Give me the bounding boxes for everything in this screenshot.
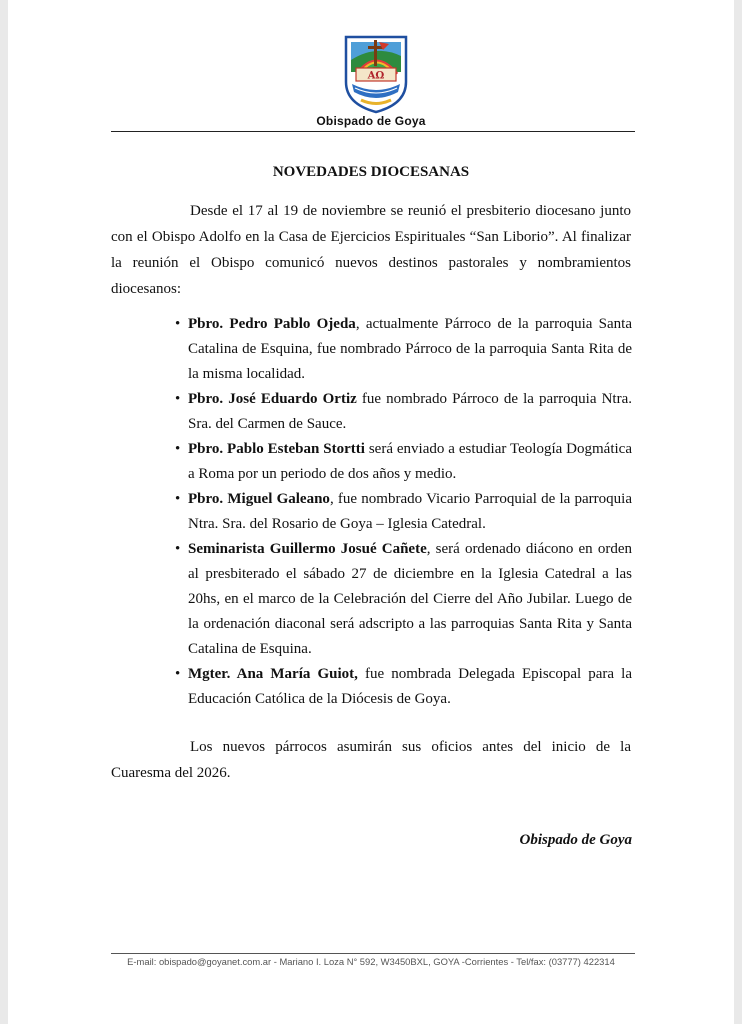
footer-contact: E-mail: obispado@goyanet.com.ar - Mariano I. Loza N° 592, W3450BXL, GOYA -Corrientes - Tel/fax: (03777) 422314 bbox=[127, 956, 615, 967]
bullet-icon: • bbox=[175, 316, 181, 332]
item-person-name: Seminarista Guillermo Josué Cañete bbox=[188, 541, 427, 557]
item-person-name: Pbro. Pablo Esteban Stortti bbox=[188, 441, 365, 457]
item-text: , será ordenado diácono en orden al presbiterado el sábado 27 de diciembre en la Iglesia Catedral a las 20hs, en el marco de la Celebración del Cierre del Año Jubilar. Luego de la ordenación diaconal será adscripto a las parroquias Santa Rita y Santa Catalina de Esquina. bbox=[188, 541, 632, 657]
header-divider bbox=[111, 131, 635, 132]
list-item bbox=[175, 437, 632, 487]
org-name: Obispado de Goya bbox=[316, 114, 426, 128]
intro-paragraph: Desde el 17 al 19 de noviembre se reunió el presbiterio diocesano junto con el Obispo Adolfo en la Casa de Ejercicios Espirituales “San Liborio”. Al finalizar la reunión el Obispo comunicó nuevos destinos pastorales y nombramientos diocesanos: bbox=[111, 203, 631, 297]
list-item bbox=[175, 387, 632, 437]
item-person-name: Pbro. Miguel Galeano bbox=[188, 491, 330, 507]
bullet-icon: • bbox=[175, 491, 181, 507]
bullet-icon: • bbox=[175, 391, 181, 407]
document-page bbox=[8, 0, 734, 1024]
item-person-name: Mgter. Ana María Guiot, bbox=[188, 666, 358, 682]
bullet-icon: • bbox=[175, 666, 181, 682]
item-text: fue nombrado Párroco de la parroquia Ntra. Sra. del Carmen de Sauce. bbox=[188, 391, 632, 432]
bullet-icon: • bbox=[175, 541, 181, 557]
item-person-name: Pbro. José Eduardo Ortiz bbox=[188, 391, 357, 407]
diocese-coat-of-arms-logo bbox=[343, 34, 409, 114]
svg-text:AΩ: AΩ bbox=[367, 70, 385, 82]
item-person-name: Pbro. Pedro Pablo Ojeda bbox=[188, 316, 356, 332]
list-item bbox=[175, 312, 633, 387]
bullet-icon: • bbox=[175, 441, 181, 457]
item-text: fue nombrada Delegada Episcopal para la Educación Católica de la Diócesis de Goya. bbox=[188, 666, 632, 707]
closing-paragraph: Los nuevos párrocos asumirán sus oficios antes del inicio de la Cuaresma del 2026. bbox=[111, 739, 631, 781]
item-text: será enviado a estudiar Teología Dogmática a Roma por un periodo de dos años y medio. bbox=[188, 441, 632, 482]
document-title: NOVEDADES DIOCESANAS bbox=[272, 164, 470, 180]
list-item bbox=[175, 487, 632, 537]
item-text: , actualmente Párroco de la parroquia Santa Catalina de Esquina, fue nombrado Párroco de la parroquia Santa Rita de la misma localidad. bbox=[188, 316, 633, 382]
signature: Obispado de Goya bbox=[519, 832, 632, 848]
list-item bbox=[175, 537, 632, 662]
footer-divider bbox=[111, 953, 635, 954]
item-text: , fue nombrado Vicario Parroquial de la parroquia Ntra. Sra. del Rosario de Goya – Iglesia Catedral. bbox=[188, 491, 632, 532]
appointments-list bbox=[175, 312, 633, 712]
list-item bbox=[175, 662, 632, 712]
